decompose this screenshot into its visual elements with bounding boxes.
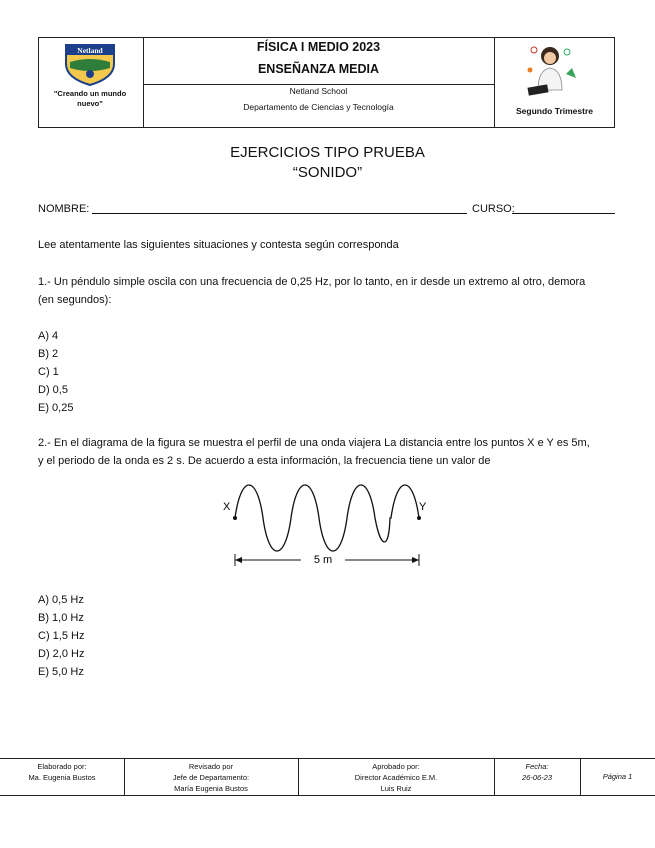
wave-curve [235,485,419,551]
term-label: Segundo Trimestre [516,106,593,116]
school-motto: "Creando un mundo nuevo" [53,89,127,108]
q2-option-a: A) 0,5 Hz [38,594,84,606]
distance-label: 5 m [313,554,333,566]
q1-option-c: C) 1 [38,366,59,378]
footer-date: Fecha: 26-06-23 [521,762,553,782]
exercise-title: EJERCICIOS TIPO PRUEBA [230,144,425,161]
netland-logo [60,42,120,86]
footer-page-number: Página 1 [602,772,633,781]
scientist-illustration [520,40,580,98]
exercise-subtitle: “SONIDO” [292,164,363,181]
instructions: Lee atentamente las siguientes situaciones y contesta según corresponda [38,239,399,251]
course-label: CURSO: [472,203,515,215]
level-title: ENSEÑANZA MEDIA [257,62,380,76]
footer-approved: Aprobado por: Director Académico E.M. Luis Ruiz [354,762,438,793]
question-1-line-2: (en segundos): [38,294,112,306]
q2-option-b: B) 1,0 Hz [38,612,84,624]
label-y: Y [419,501,427,513]
point-x [233,516,237,520]
q1-option-a: A) 4 [38,330,59,342]
subject-title: FÍSICA I MEDIO 2023 [256,40,381,54]
q1-option-d: D) 0,5 [38,384,68,396]
name-field[interactable] [92,213,467,214]
q2-option-c: C) 1,5 Hz [38,630,85,642]
course-field[interactable] [512,213,615,214]
point-y [417,516,421,520]
school-name: Netland School [289,86,348,96]
q1-option-b: B) 2 [38,348,59,360]
question-1-line-1: 1.- Un péndulo simple oscila con una frecuencia de 0,25 Hz, por lo tanto, en ir desde un extremo al otro, demora [38,276,586,288]
q2-option-d: D) 2,0 Hz [38,648,85,660]
q1-option-e: E) 0,25 [38,402,74,414]
label-x: X [223,501,231,513]
name-label: NOMBRE: [38,203,90,215]
wave-figure [215,480,435,570]
footer-elaborated: Elaborado por: Ma. Eugenia Bustos [28,762,96,782]
q2-option-e: E) 5,0 Hz [38,666,84,678]
logo-text: Netland [77,46,103,55]
department-name: Departamento de Ciencias y Tecnología [243,102,394,112]
question-2-line-1: 2.- En el diagrama de la figura se muestra el perfil de una onda viajera La distancia entre los puntos X e Y es 5m, [38,437,590,449]
footer-reviewed: Revisado por Jefe de Departamento: María Eugenia Bustos [172,762,250,793]
question-2-line-2: y el periodo de la onda es 2 s. De acuerdo a esta información, la frecuencia tiene un valor de [38,455,491,467]
